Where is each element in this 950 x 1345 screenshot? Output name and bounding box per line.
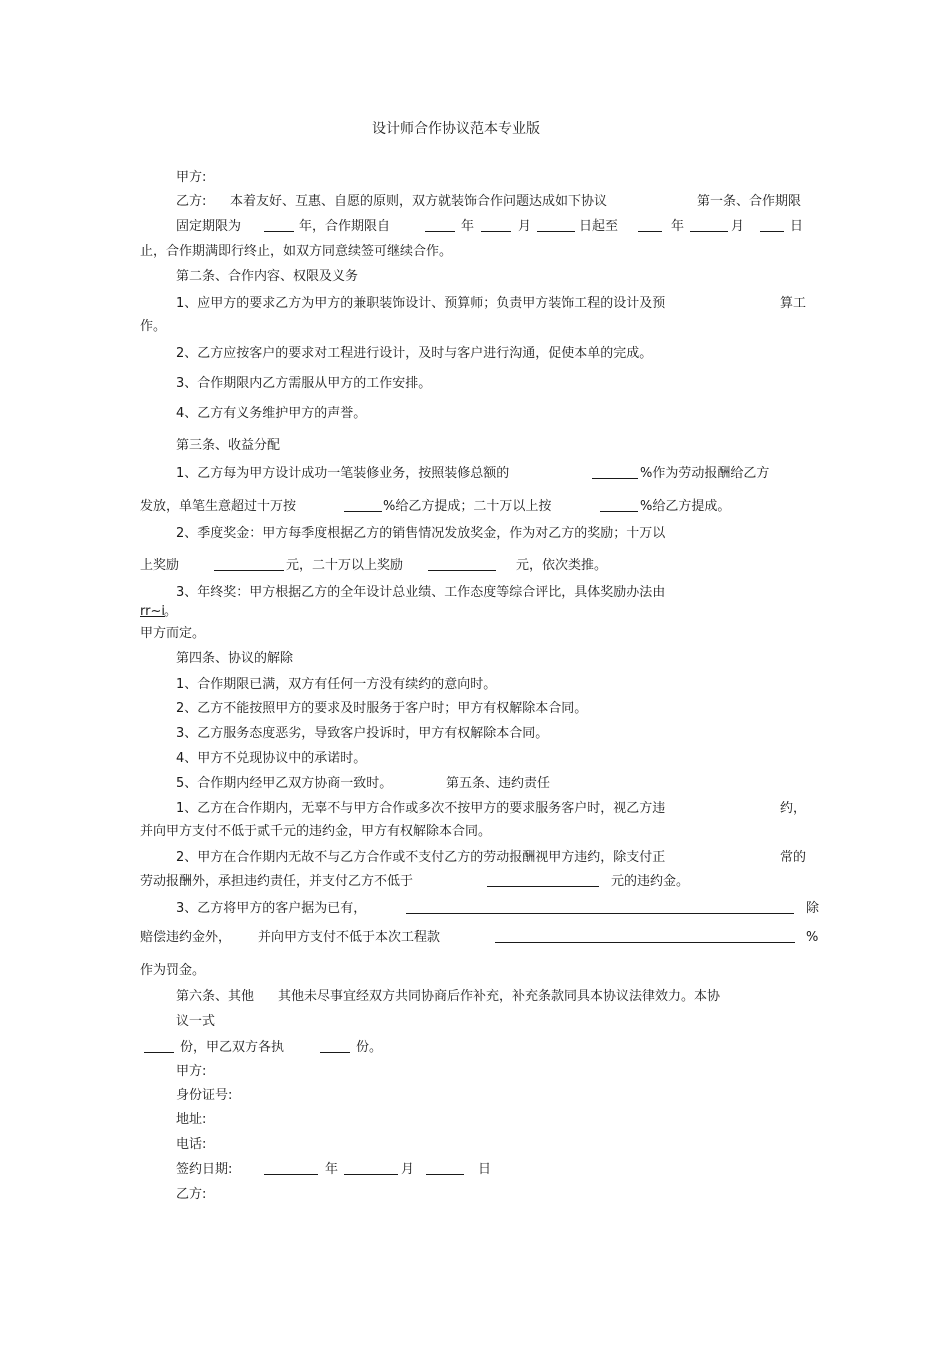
- sign-year-unit: 年: [325, 1162, 339, 1177]
- article-2-item-4: 4、乙方有义务维护甲方的声誉。: [176, 406, 367, 421]
- signature-id-no: 身份证号:: [176, 1088, 233, 1103]
- article-3-item-3: 3、年终奖：甲方根据乙方的全年设计总业绩、工作态度等综合评比，具体奖励办法由: [176, 585, 666, 600]
- article-4-title: 第四条、协议的解除: [176, 651, 294, 666]
- article-3-item-2: 2、季度奖金：甲方每季度根据乙方的销售情况发放奖金，作为对乙方的奖励；十万以: [176, 526, 666, 541]
- start-year-unit: 年: [461, 219, 475, 234]
- article-2-item-1-tail: 算工: [780, 296, 807, 311]
- article-6-text-d: 份。: [356, 1040, 383, 1055]
- article-3-item-2-b: 上奖励: [140, 558, 180, 573]
- copies-total-blank: [144, 1041, 174, 1053]
- article-5-item-3: 3、乙方将甲方的客户据为已有，: [176, 901, 367, 916]
- client-blank: [406, 902, 794, 914]
- article-3-title: 第三条、收益分配: [176, 438, 281, 453]
- intro-text: 本着友好、互惠、自愿的原则，双方就装饰合作问题达成如下协议: [230, 194, 608, 209]
- signature-phone: 电话:: [176, 1137, 207, 1152]
- document-title: 设计师合作协议范本专业版: [372, 121, 540, 137]
- signature-party-a: 甲方:: [176, 1064, 207, 1079]
- article-5-item-2-end: 元的违约金。: [611, 874, 690, 889]
- article-5-item-3-e: %: [806, 930, 819, 945]
- signature-address: 地址:: [176, 1112, 207, 1127]
- copies-each-blank: [320, 1041, 350, 1053]
- sign-month-blank: [344, 1163, 398, 1175]
- penalty-amount-blank: [487, 875, 599, 887]
- article-4-item-4: 4、甲方不兑现协议中的承诺时。: [176, 751, 367, 766]
- article-2-item-1: 1、应甲方的要求乙方为甲方的兼职装饰设计、预算师；负责甲方装饰工程的设计及预: [176, 296, 666, 311]
- article-2-item-3: 3、合作期限内乙方需服从甲方的工作安排。: [176, 376, 432, 391]
- end-day-unit: 日: [790, 219, 804, 234]
- sign-year-blank: [264, 1163, 318, 1175]
- article-5-item-2-tail: 常的: [780, 850, 807, 865]
- article-5-item-1: 1、乙方在合作期内，无辜不与甲方合作或多次不按甲方的要求服务客户时，视乙方违: [176, 801, 666, 816]
- article-5-item-3-d: 并向甲方支付不低于本次工程款: [258, 930, 441, 945]
- end-month-unit: 月: [731, 219, 745, 234]
- term-years-blank: [264, 220, 294, 232]
- start-year-blank: [425, 220, 455, 232]
- signature-date: 签约日期:: [176, 1162, 233, 1177]
- term-end-text: 止，合作期满即行终止，如双方同意续签可继续合作。: [140, 244, 453, 259]
- sign-day-unit: 日: [478, 1162, 492, 1177]
- end-day-blank: [760, 220, 784, 232]
- article-4-item-2: 2、乙方不能按照甲方的要求及时服务于客户时；甲方有权解除本合同。: [176, 701, 588, 716]
- start-day-blank: [537, 220, 575, 232]
- article-3-item-2-c: 元，二十万以上奖励: [286, 558, 404, 573]
- article-5-title: 第五条、违约责任: [446, 776, 551, 791]
- term-label: 固定期限为: [176, 219, 242, 234]
- commission-rate-blank: [592, 467, 638, 479]
- article-6-text-b: 议一式: [176, 1014, 216, 1029]
- article-3-item-1-e: %给乙方提成。: [640, 499, 731, 514]
- party-a-label: 甲方:: [176, 170, 207, 185]
- start-month-blank: [481, 220, 511, 232]
- article-4-item-5: 5、合作期内经甲乙双方协商一致时。: [176, 776, 393, 791]
- signature-party-b: 乙方:: [176, 1187, 207, 1202]
- article-6-title: 第六条、其他: [176, 989, 255, 1004]
- article-6-text-c: 份，甲乙双方各执: [180, 1040, 285, 1055]
- article-2-item-2: 2、乙方应按客户的要求对工程进行设计，及时与客户进行沟通，促使本单的完成。: [176, 346, 653, 361]
- quarter-bonus-200k-blank: [428, 559, 496, 571]
- start-day-unit: 日起至: [579, 219, 619, 234]
- sign-day-blank: [426, 1163, 464, 1175]
- article-5-item-3-b: 除: [806, 901, 820, 916]
- article-4-item-3: 3、乙方服务态度恶劣，导致客户投诉时，甲方有权解除本合同。: [176, 726, 549, 741]
- rate-200k-blank: [600, 500, 638, 512]
- article-1-title: 第一条、合作期限: [697, 194, 802, 209]
- project-fee-rate-blank: [495, 931, 795, 943]
- article-5-item-3-f: 作为罚金。: [140, 963, 206, 978]
- start-month-unit: 月: [518, 219, 532, 234]
- article-3-item-1: 1、乙方每为甲方设计成功一笔装修业务，按照装修总额的: [176, 466, 510, 481]
- article-2-item-1-wrap: 作。: [140, 319, 167, 334]
- end-year-blank: [638, 220, 662, 232]
- quarter-bonus-100k-blank: [214, 559, 284, 571]
- article-5-item-1-tail: 约，: [780, 801, 807, 816]
- article-3-item-3-punct: 。: [164, 604, 178, 619]
- end-year-unit: 年: [671, 219, 685, 234]
- article-5-item-3-c: 赔偿违约金外，: [140, 930, 232, 945]
- party-b-label: 乙方:: [176, 194, 207, 209]
- article-4-item-1: 1、合作期限已满，双方有任何一方没有续约的意向时。: [176, 677, 497, 692]
- article-5-item-1-wrap: 并向甲方支付不低于贰千元的违约金，甲方有权解除本合同。: [140, 824, 492, 839]
- sign-month-unit: 月: [401, 1162, 415, 1177]
- article-5-item-2-wrap: 劳动报酬外，承担违约责任，并支付乙方不低于: [140, 874, 414, 889]
- article-3-item-1-d: %给乙方提成；二十万以上按: [383, 499, 552, 514]
- article-3-item-3-end: 甲方而定。: [140, 626, 206, 641]
- article-3-item-1-b: %作为劳动报酬给乙方: [640, 466, 770, 481]
- article-3-item-3-mark: rr~i: [140, 604, 165, 619]
- article-2-title: 第二条、合作内容、权限及义务: [176, 269, 359, 284]
- article-3-item-2-d: 元，依次类推。: [516, 558, 608, 573]
- rate-100k-blank: [344, 500, 382, 512]
- article-3-item-1-c: 发放，单笔生意超过十万按: [140, 499, 297, 514]
- end-month-blank: [690, 220, 728, 232]
- article-5-item-2: 2、甲方在合作期内无故不与乙方合作或不支付乙方的劳动报酬视甲方违约，除支付正: [176, 850, 666, 865]
- article-6-text: 其他未尽事宜经双方共同协商后作补充，补充条款同具本协议法律效力。本协: [278, 989, 721, 1004]
- term-from-label: 年，合作期限自: [299, 219, 391, 234]
